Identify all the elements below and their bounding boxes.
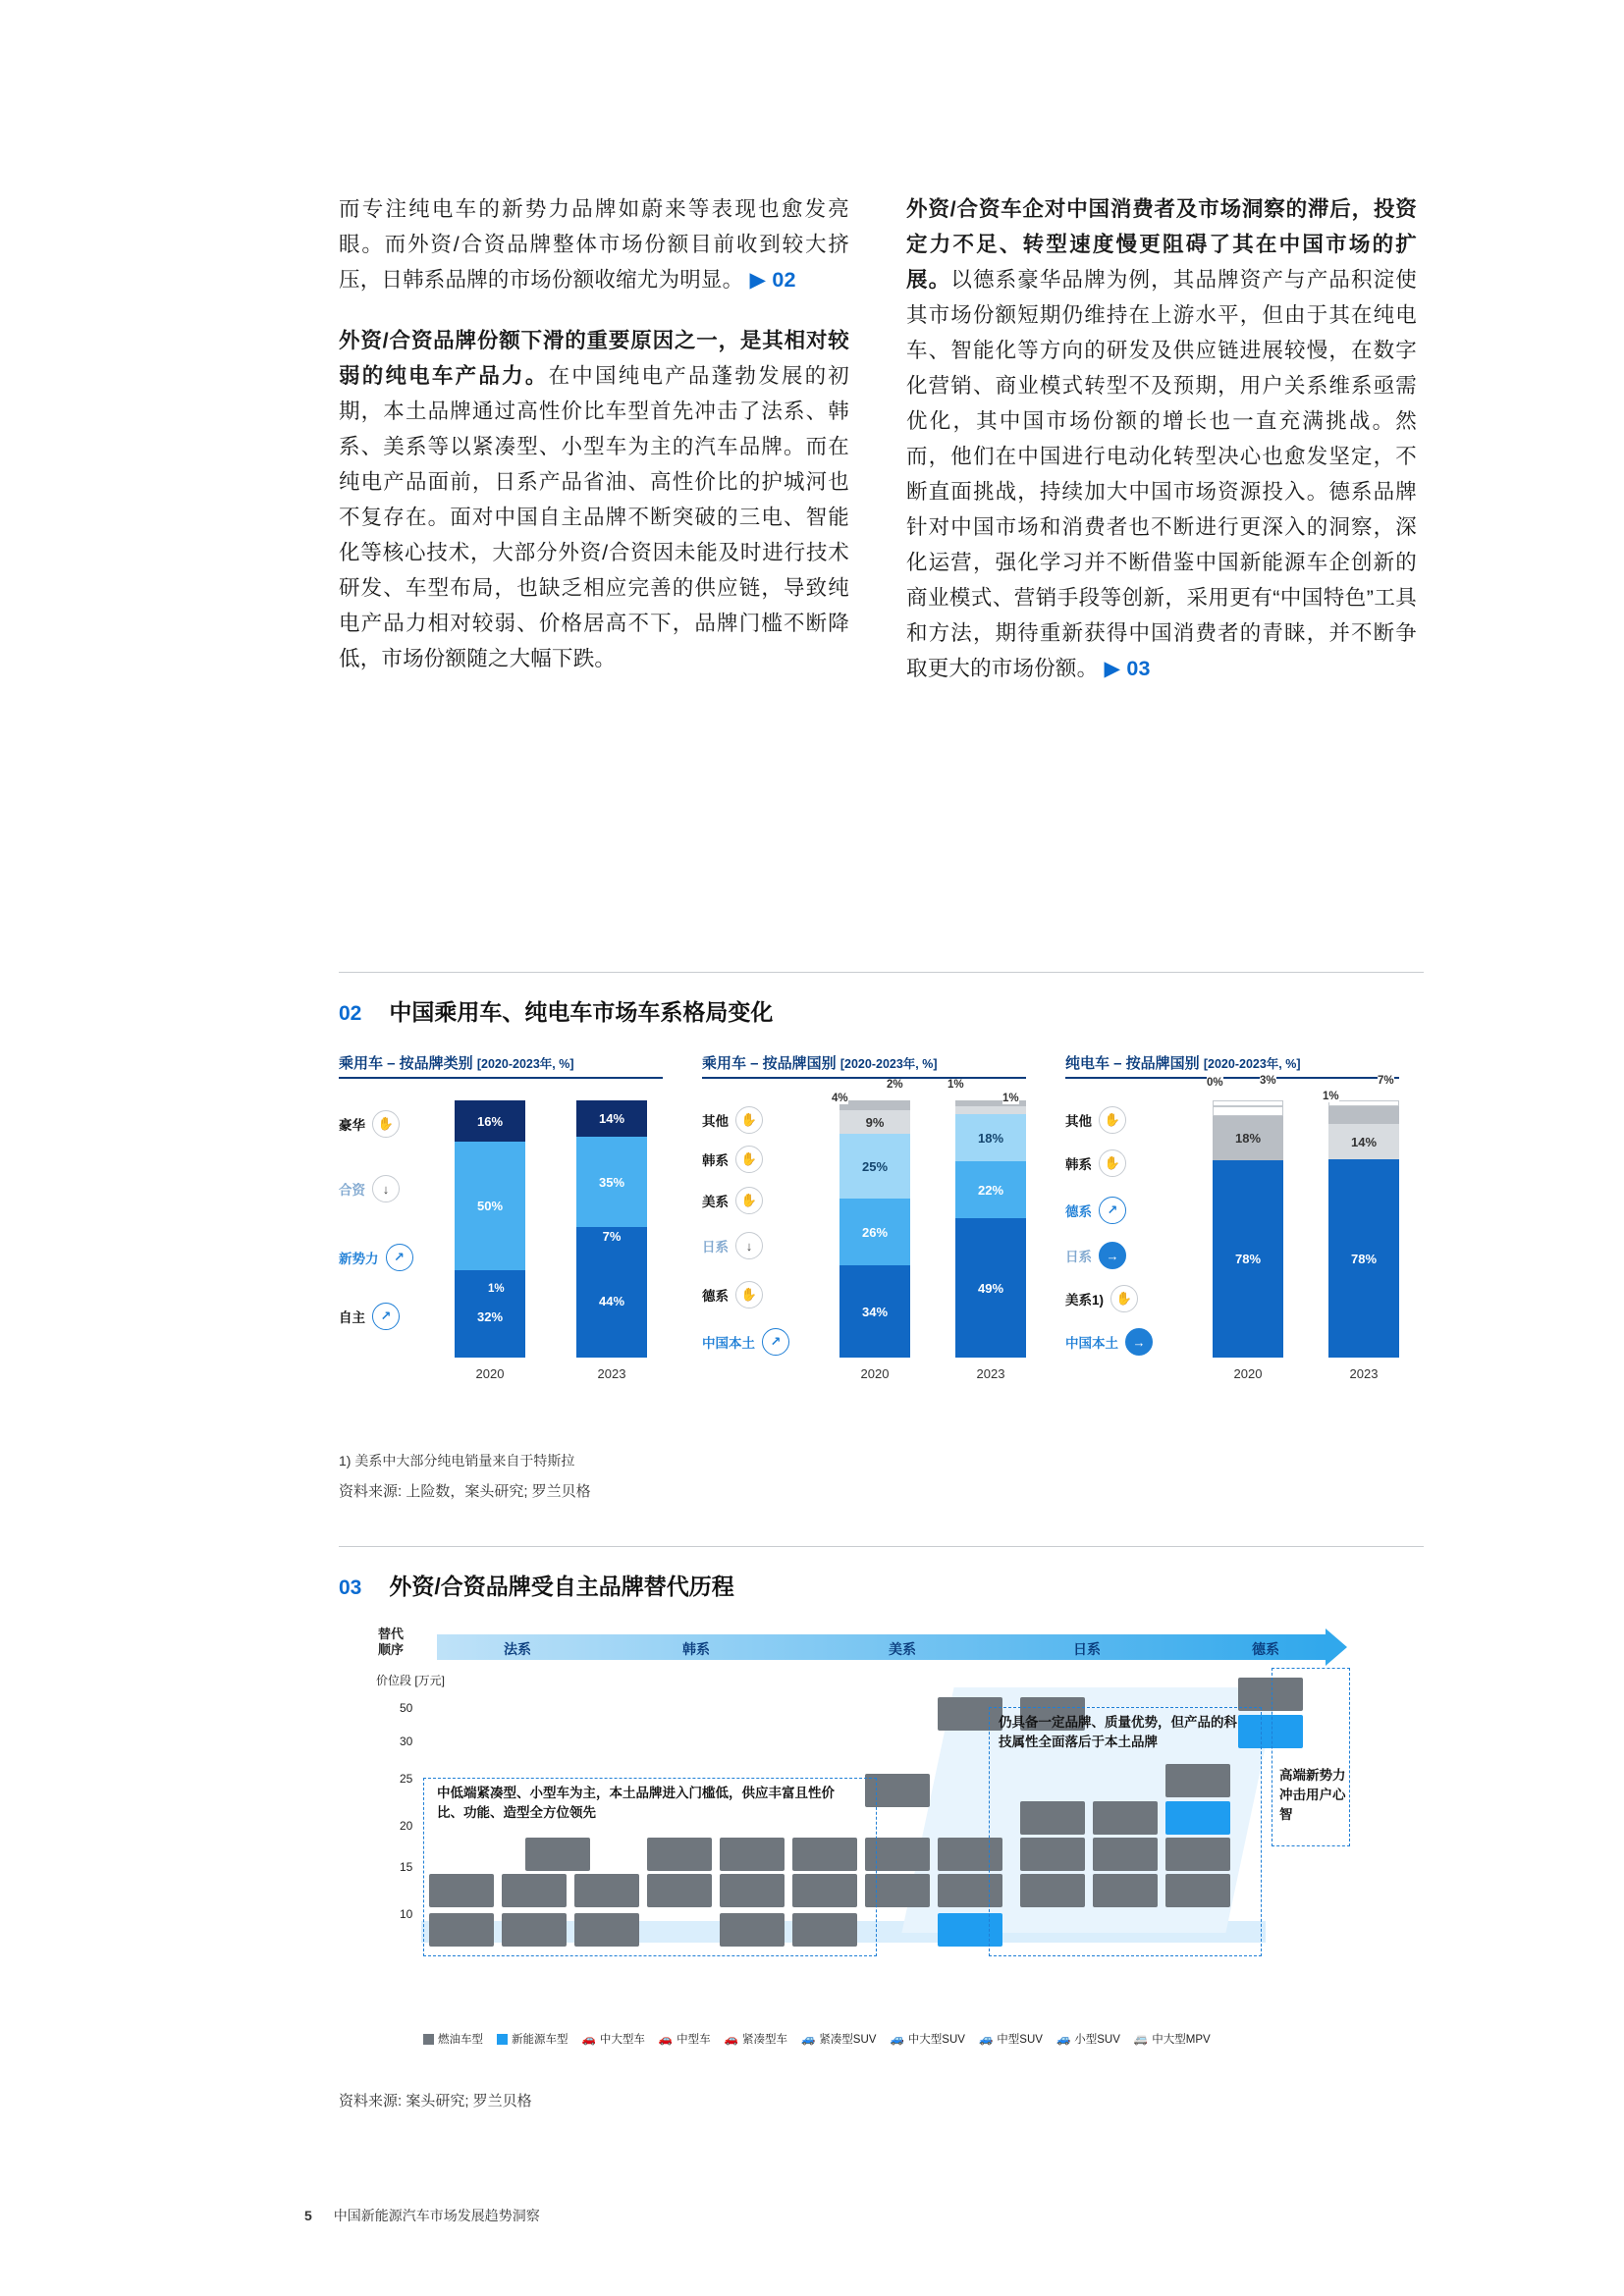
seg-jv-2020: 50% <box>455 1142 525 1270</box>
car-icon: 🚗 <box>581 2034 596 2046</box>
exhibit-02-source: 资料来源: 上险数，案头研究; 罗兰贝格 <box>339 1483 591 1500</box>
category-american-bev-label: 美系1) <box>1065 1293 1105 1308</box>
hand-icon-8: ✋ <box>1099 1149 1126 1177</box>
legend-label-small-suv: 小型SUV <box>1074 2034 1120 2046</box>
suv-icon: 🚙 <box>800 2034 816 2046</box>
legend-item-mid-suv <box>979 2031 1043 2047</box>
annotation-text-2: 仍具备一定品牌、质量优势，但产品的科技属性全面落后于本土品牌 <box>999 1715 1237 1749</box>
category-japanese-bev <box>1065 1242 1126 1269</box>
panel-2-chart <box>702 1079 1026 1383</box>
exhibit-02 <box>339 972 1424 1501</box>
suv-icon-3: 🚙 <box>978 2034 994 2046</box>
panel-2-bars <box>832 1079 1036 1381</box>
seg2-japanese-2023: 22% <box>955 1161 1026 1218</box>
xlabel3-2020: 2020 <box>1233 1366 1263 1381</box>
up-arrow-icon-4: ↗ <box>1099 1197 1126 1224</box>
axis-tick-15: 15 <box>400 1860 413 1874</box>
axis-tick-25: 25 <box>400 1772 413 1786</box>
exhibit-03 <box>339 1546 1424 2110</box>
legend-item-compact-car <box>725 2031 787 2047</box>
left-column <box>339 191 849 686</box>
stage-label-american: 美系 <box>889 1641 916 1657</box>
legend-label-mid-suv: 中型SUV <box>997 2034 1043 2046</box>
seg-jv-2023: 35% <box>576 1137 647 1227</box>
sequence-label-line2: 顺序 <box>378 1642 405 1657</box>
panel-3-chart <box>1065 1075 1399 1383</box>
exhibit-02-title: 中国乘用车、纯电车市场车系格局变化 <box>389 999 774 1025</box>
paragraph-1 <box>339 191 849 297</box>
legend-label-compact-car: 紧凑型车 <box>741 2034 787 2046</box>
paragraph-3 <box>906 191 1417 686</box>
seg3-american-2020: 18% <box>1213 1116 1283 1160</box>
xlabel-2023: 2023 <box>597 1366 626 1381</box>
legend-item-mpv <box>1134 2031 1211 2047</box>
category-other-label: 其他 <box>702 1114 729 1129</box>
legend-label-large-car: 中大型车 <box>599 2034 645 2046</box>
paragraph-1-text: 而专注纯电车的新势力品牌如蔚来等表现也愈发亮眼。而外资/合资品牌整体市场份额目前收到较大挤压，日韩系品牌的市场份额收缩尤为明显。 <box>339 197 849 292</box>
seg-luxury-2020: 16% <box>455 1100 525 1142</box>
callout2-2020-a: 4% <box>832 1093 848 1104</box>
category-korean-bev <box>1065 1149 1126 1177</box>
seg2-korean-2020: 9% <box>839 1110 910 1134</box>
swatch-ice-icon <box>423 2034 434 2045</box>
category-korean-label: 韩系 <box>702 1153 729 1168</box>
category-jv <box>339 1175 400 1202</box>
callout2-2023-a: 1% <box>947 1079 964 1091</box>
legend-label-nev: 新能源车型 <box>512 2034 568 2046</box>
hand-icon-6: ✋ <box>735 1281 763 1308</box>
up-arrow-icon-3: ↗ <box>762 1328 789 1356</box>
article-columns <box>339 191 1424 686</box>
xlabel-2020: 2020 <box>475 1366 505 1381</box>
axis-tick-50: 50 <box>400 1701 413 1715</box>
bar3-2020 <box>1213 1100 1283 1358</box>
hand-icon-5: ✋ <box>735 1187 763 1214</box>
hand-icon-7: ✋ <box>1099 1106 1126 1134</box>
right-column <box>906 191 1417 686</box>
sequence-label <box>378 1627 404 1658</box>
exhibit-03-source: 资料来源: 案头研究; 罗兰贝格 <box>339 2093 532 2109</box>
exhibit-02-header <box>339 973 1424 1027</box>
category-american-label: 美系 <box>702 1195 729 1209</box>
page-number: 5 <box>304 2208 312 2223</box>
up-arrow-icon: ↗ <box>386 1244 413 1271</box>
category-korean <box>702 1146 763 1173</box>
category-luxury <box>339 1110 400 1138</box>
down-arrow-icon: ↓ <box>372 1175 400 1202</box>
seg2-korean-2023 <box>955 1106 1026 1114</box>
panel-2-unit: [2020-2023年, %] <box>839 1057 938 1071</box>
right-arrow-icon: → <box>1099 1242 1126 1269</box>
paragraph-2-text: 在中国纯电产品蓬勃发展的初期，本土品牌通过高性价比车型首先冲击了法系、韩系、美系等以紧凑型、小型车为主的汽车品牌。而在纯电产品面前，日系产品省油、高性价比的护城河也不复存在。面对中国自主品牌不断突破的三电、智能化等核心技术，大部分外资/合资因未能及时进行技术研发、车型布局，也缺乏相应完善的供应链，导致纯电产品力相对较弱、价格居高不下，品牌门槛不断降低，市场份额随之大幅下跌。 <box>339 364 849 670</box>
seg3-american-2023: 14% <box>1328 1124 1399 1159</box>
paragraph-3-lead: 外资/合资车企对中国消费者及市场洞察的滞后，投资定力不足、转型速度慢更阻碍了其在中国市场的扩展。 <box>906 197 1417 292</box>
swatch-nev-icon <box>497 2034 508 2045</box>
paragraph-2-lead: 外资/合资品牌份额下滑的重要原因之一，是其相对较弱的纯电车产品力。 <box>339 329 849 388</box>
paragraph-3-text: 以德系豪华品牌为例，其品牌资产与产品积淀使其市场份额短期仍维持在上游水平，但由于其在纯电车、智能化等方向的研发及供应链进展较慢，在数字化营销、商业模式转型不及预期，用户关系维系亟需优化，其中国市场份额的增长也一直充满挑战。然而，他们在中国进行电动化转型决心也愈发坚定，不断直面挑战，持续加大中国市场资源投入。德系品牌针对中国市场和消费者也不断进行更深入的洞察，深化运营，强化学习并不断借鉴中国新能源车企创新的商业模式、营销手段等创新，采用更有“中国特色”工具和方法，期待重新获得中国消费者的青睐，并不断争取更大的市场份额。 <box>906 268 1418 680</box>
car-icon-3: 🚗 <box>724 2034 738 2046</box>
stage-arrow <box>437 1634 1326 1660</box>
page-footer <box>304 2206 540 2225</box>
axis-tick-30: 30 <box>400 1735 413 1748</box>
panel-3-title <box>1065 1052 1399 1079</box>
exhibit-02-number: 02 <box>339 1002 362 1025</box>
car-icon-2: 🚗 <box>658 2034 674 2046</box>
sequence-label-line1: 替代 <box>378 1627 405 1641</box>
stage-label-japanese: 日系 <box>1073 1641 1101 1657</box>
category-american <box>702 1187 763 1214</box>
seg2-german-2023: 49% <box>955 1218 1026 1358</box>
seg-luxury-2023: 14% <box>576 1100 647 1137</box>
panel-3-title-text: 纯电车 – 按品牌国别 <box>1065 1055 1200 1072</box>
hand-icon-3: ✋ <box>735 1106 763 1134</box>
legend-item-ice <box>423 2031 483 2047</box>
axis-tick-10: 10 <box>400 1907 413 1921</box>
legend-item-large-car <box>582 2031 645 2047</box>
category-domestic <box>339 1303 400 1330</box>
callout2-2020-b: 2% <box>887 1079 903 1091</box>
seg2-american-2023: 18% <box>955 1114 1026 1161</box>
seg2-american-2020: 25% <box>839 1134 910 1199</box>
callout3-2020-a: 0% <box>1207 1077 1223 1089</box>
stage-label-german: 德系 <box>1252 1641 1279 1657</box>
category-japanese <box>702 1232 763 1259</box>
chart-panel-passenger-by-origin <box>702 1052 1026 1383</box>
category-china-local-bev <box>1065 1328 1153 1356</box>
stage-label-korean: 韩系 <box>682 1641 710 1657</box>
seg-domestic-2020: 32% <box>455 1275 525 1358</box>
category-japanese-bev-label: 日系 <box>1065 1250 1092 1264</box>
category-korean-bev-label: 韩系 <box>1065 1157 1092 1172</box>
seg-newforce-2023: 7% <box>576 1227 647 1245</box>
panel-3-unit: [2020-2023年, %] <box>1203 1057 1301 1071</box>
bar2-2020 <box>839 1100 910 1358</box>
xlabel3-2023: 2023 <box>1349 1366 1379 1381</box>
category-china-local-label: 中国本土 <box>702 1336 755 1351</box>
hand-icon-4: ✋ <box>735 1146 763 1173</box>
suv-icon-4: 🚙 <box>1056 2034 1071 2046</box>
category-china-local-bev-label: 中国本土 <box>1065 1336 1118 1351</box>
chart-panel-passenger-by-brand-type <box>339 1052 663 1383</box>
category-german-label: 德系 <box>702 1289 729 1304</box>
up-arrow-icon-2: ↗ <box>372 1303 400 1330</box>
legend-label-mpv: 中大型MPV <box>1152 2034 1211 2046</box>
callout-newforce-2020: 1% <box>488 1283 505 1295</box>
figure-ref-03[interactable]: ▶ 03 <box>1098 657 1151 680</box>
bar2-2023 <box>955 1100 1026 1358</box>
paragraph-2 <box>339 323 849 676</box>
category-newforce <box>339 1244 413 1271</box>
xlabel2-2020: 2020 <box>860 1366 890 1381</box>
category-american-bev <box>1065 1285 1138 1312</box>
category-other <box>702 1106 763 1134</box>
exhibit-03-diagram <box>339 1627 1424 2046</box>
legend-label-large-suv: 中大型SUV <box>907 2034 965 2046</box>
exhibit-02-charts <box>339 1052 1424 1445</box>
legend-label-ice: 燃油车型 <box>438 2034 483 2046</box>
footer-doc-title: 中国新能源汽车市场发展趋势洞察 <box>333 2208 540 2223</box>
figure-ref-02[interactable]: ▶ 02 <box>743 268 796 292</box>
seg3-china-2020: 78% <box>1213 1160 1283 1358</box>
legend-label-mid-car: 中型车 <box>677 2034 711 2046</box>
right-arrow-icon-2: → <box>1125 1328 1153 1356</box>
category-german <box>702 1281 763 1308</box>
exhibit-03-title: 外资/合资品牌受自主品牌替代历程 <box>389 1574 734 1599</box>
hand-icon: ✋ <box>372 1110 400 1138</box>
bar-2023 <box>576 1100 647 1358</box>
panel-1-unit: [2020-2023年, %] <box>476 1057 574 1071</box>
category-other-bev-label: 其他 <box>1065 1114 1092 1129</box>
legend-item-large-suv <box>890 2031 964 2047</box>
bar-2020 <box>455 1100 525 1358</box>
category-german-bev <box>1065 1197 1126 1224</box>
category-jv-label: 合资 <box>339 1183 365 1198</box>
suv-icon-2: 🚙 <box>890 2034 904 2046</box>
van-icon: 🚐 <box>1133 2034 1149 2046</box>
category-domestic-label: 自主 <box>339 1310 365 1325</box>
down-arrow-icon-2: ↓ <box>735 1232 763 1259</box>
annotation-text-1: 中低端紧凑型、小型车为主，本土品牌进入门槛低，供应丰富且性价比、功能、造型全方位领先 <box>437 1786 835 1820</box>
panel-2-title <box>702 1052 1026 1079</box>
legend-item-mid-car <box>659 2031 711 2047</box>
callout3-2023-b: 7% <box>1378 1075 1394 1087</box>
panel-1-chart <box>339 1089 663 1383</box>
exhibit-03-number: 03 <box>339 1576 362 1599</box>
panel-1-bars <box>455 1087 661 1381</box>
legend-item-compact-suv <box>801 2031 876 2047</box>
seg2-japanese-2020: 26% <box>839 1199 910 1265</box>
chart-panel-bev-by-origin <box>1065 1052 1399 1383</box>
legend-item-nev <box>497 2031 568 2047</box>
hand-icon-9: ✋ <box>1110 1285 1138 1312</box>
seg3-german-2023 <box>1328 1106 1399 1124</box>
category-german-bev-label: 德系 <box>1065 1204 1092 1219</box>
seg2-other-2020 <box>839 1100 910 1110</box>
category-china-local <box>702 1328 789 1356</box>
seg3-korean-2020 <box>1213 1106 1283 1116</box>
seg-domestic-2023: 44% <box>576 1245 647 1358</box>
diagram-legend <box>423 2031 1211 2047</box>
legend-label-compact-suv: 紧凑型SUV <box>819 2034 877 2046</box>
category-newforce-label: 新势力 <box>339 1252 379 1266</box>
seg2-german-2020: 34% <box>839 1265 910 1358</box>
category-other-bev <box>1065 1106 1126 1134</box>
stage-label-french: 法系 <box>504 1641 531 1657</box>
bar3-2023 <box>1328 1100 1399 1358</box>
seg3-china-2023: 78% <box>1328 1159 1399 1358</box>
exhibit-02-footnote: 1) 美系中大部分纯电销量来自于特斯拉 <box>339 1453 575 1468</box>
panel-3-bars <box>1207 1075 1409 1381</box>
xlabel2-2023: 2023 <box>976 1366 1005 1381</box>
panel-1-title <box>339 1052 663 1079</box>
panel-2-title-text: 乘用车 – 按品牌国别 <box>702 1055 837 1072</box>
callout3-2020-b: 3% <box>1260 1075 1276 1087</box>
axis-tick-20: 20 <box>400 1819 413 1833</box>
panel-1-title-text: 乘用车 – 按品牌类别 <box>339 1055 473 1072</box>
category-luxury-label: 豪华 <box>339 1118 365 1133</box>
annotation-text-3: 高端新势力冲击用户心智 <box>1279 1768 1346 1822</box>
callout2-2023-b: 1% <box>1002 1093 1019 1104</box>
y-axis-label: 价位段 [万元] <box>376 1674 446 1687</box>
callout3-2023-a: 1% <box>1323 1091 1339 1102</box>
category-japanese-label: 日系 <box>702 1240 729 1255</box>
legend-item-small-suv <box>1056 2031 1120 2047</box>
exhibit-03-header <box>339 1547 1424 1601</box>
